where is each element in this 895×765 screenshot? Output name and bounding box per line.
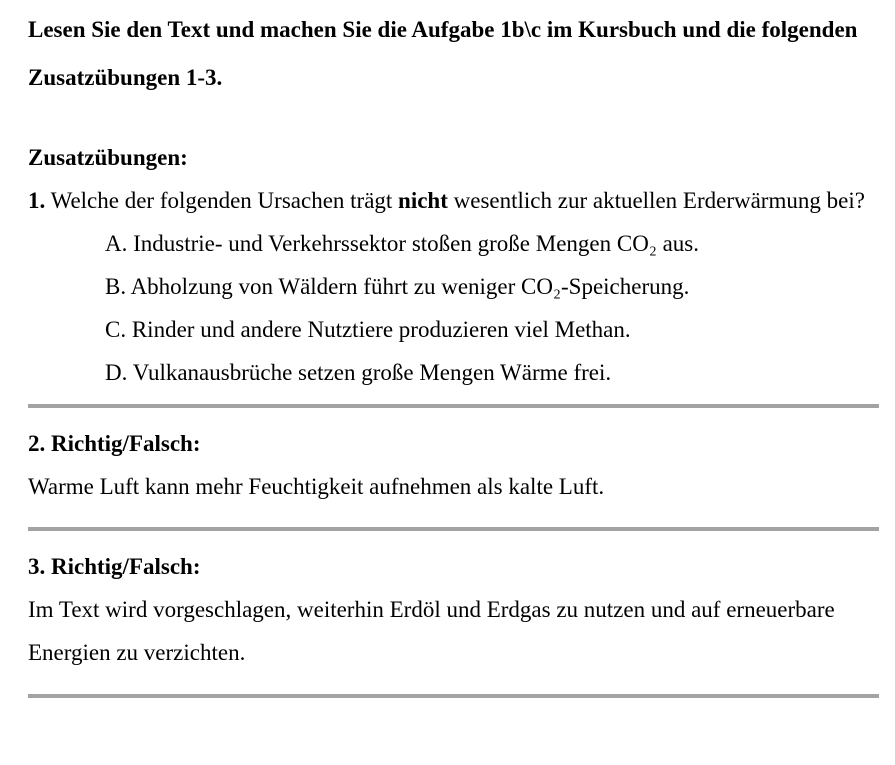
option-d-text: Vulkanausbrüche setzen große Mengen Wärme frei.: [127, 360, 612, 385]
task-instruction-heading: Lesen Sie den Text und machen Sie die Aufgabe 1b\c im Kursbuch und die folgenden Zusatzübungen 1-3.: [28, 17, 858, 90]
option-b: [105, 265, 879, 308]
section-divider: [28, 527, 879, 531]
option-d: [105, 351, 879, 394]
section-divider: [28, 404, 879, 408]
option-a-label: A.: [105, 231, 128, 256]
question-3-statement: Im Text wird vorgeschlagen, weiterhin Erdöl und Erdgas zu nutzen und auf erneuerbare Energien zu verzichten.: [28, 597, 835, 665]
option-a-text: Industrie- und Verkehrssektor stoßen große Mengen CO₂ aus.: [127, 231, 699, 256]
option-b-label: B.: [105, 274, 127, 299]
question-1-text-pre: Welche der folgenden Ursachen trägt: [45, 188, 399, 213]
question-1-text: [28, 179, 879, 222]
question-1-number: 1.: [28, 188, 46, 213]
option-b-text: Abholzung von Wäldern führt zu weniger CO₂-Speicherung.: [126, 274, 690, 299]
option-c-label: C.: [105, 317, 127, 342]
question-3-heading: 3. Richtig/Falsch:: [28, 554, 201, 579]
option-d-label: D.: [105, 360, 128, 385]
option-c: [105, 308, 879, 351]
question-2-statement: Warme Luft kann mehr Feuchtigkeit aufnehmen als kalte Luft.: [28, 474, 605, 499]
section-divider: [28, 694, 879, 698]
question-1-text-emphasis: nicht: [398, 188, 448, 213]
option-a: [105, 222, 879, 265]
exercises-section-label: Zusatzübungen:: [28, 145, 188, 170]
question-2-heading: 2. Richtig/Falsch:: [28, 431, 201, 456]
option-c-text: Rinder und andere Nutztiere produzieren viel Methan.: [126, 317, 631, 342]
question-1-options: [28, 222, 879, 394]
question-1-text-post: wesentlich zur aktuellen Erderwärmung bei?: [447, 188, 865, 213]
